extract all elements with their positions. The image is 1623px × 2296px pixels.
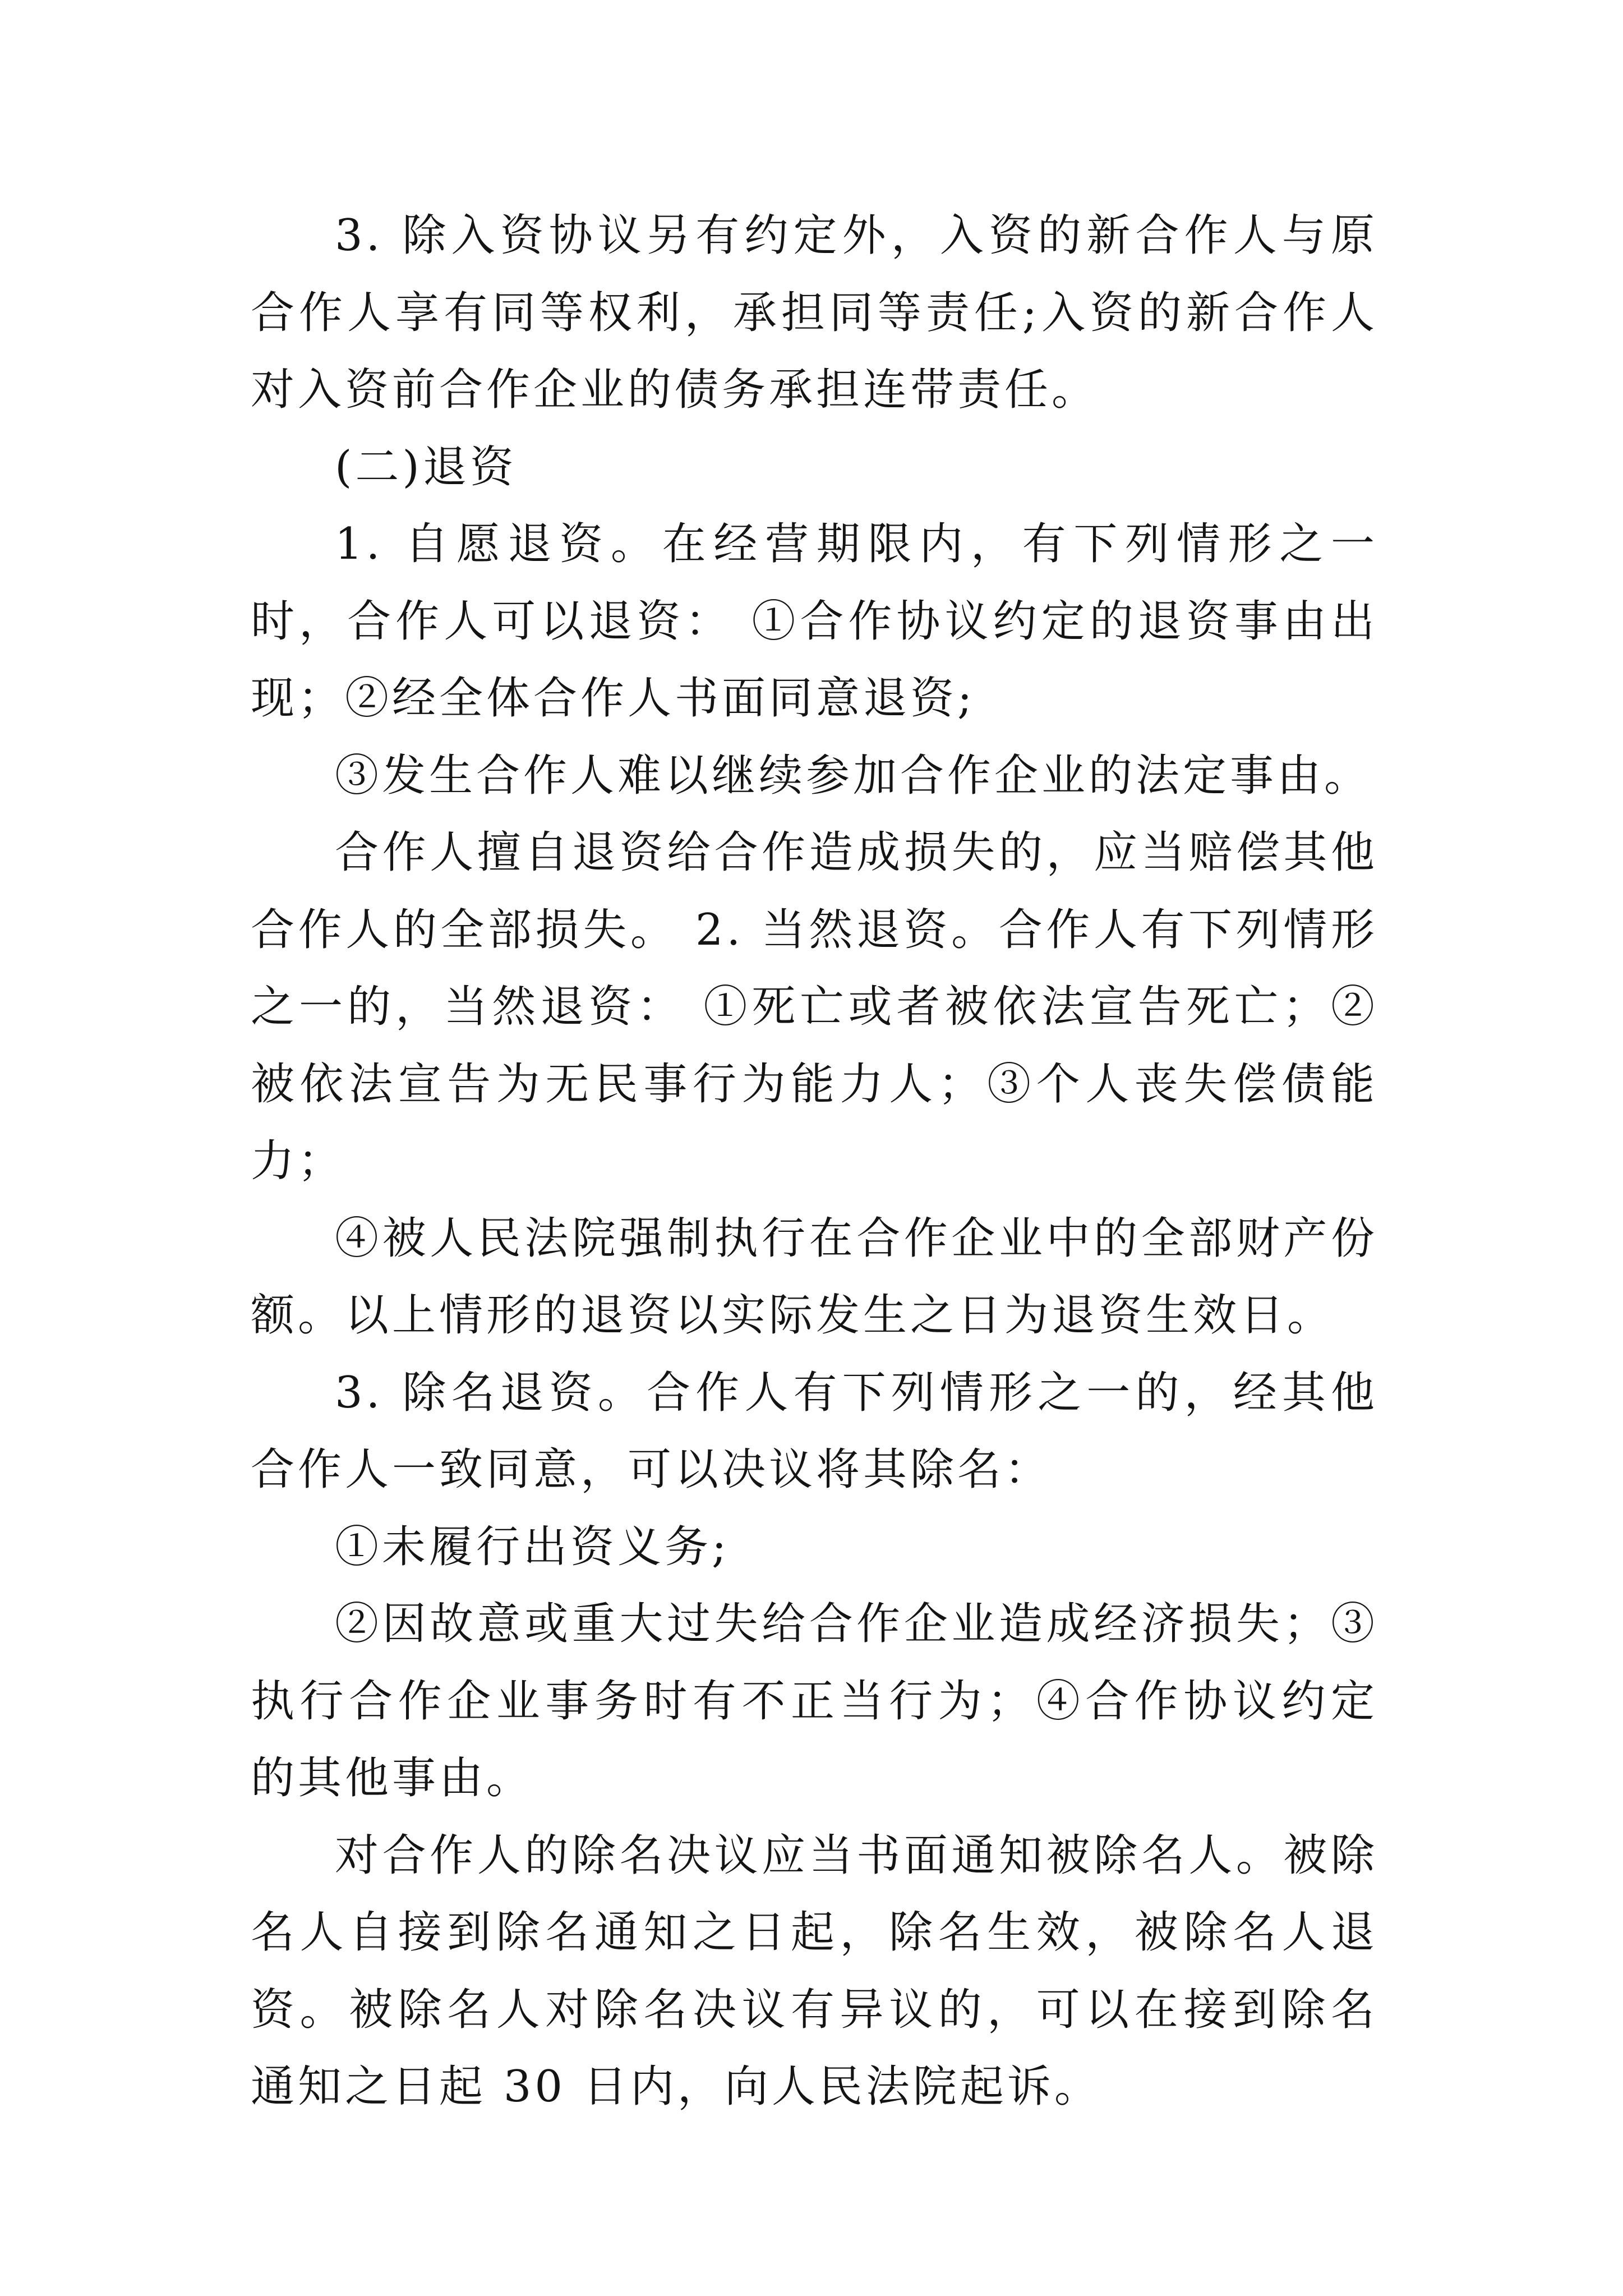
paragraph-voluntary-withdrawal: 1. 自愿退资。在经营期限内，有下列情形之一时，合作人可以退资： ①合作协议约定的退资事由出现；②经全体合作人书面同意退资;: [251, 519, 1378, 724]
paragraph-admission-rights: 3. 除入资协议另有约定外，入资的新合作人与原合作人享有同等权利，承担同等责任;入资的新合作人对入资前合作企业的债务承担连带责任。: [251, 210, 1378, 415]
paragraph-expulsion-items-2-4: ②因故意或重大过失给合作企业造成经济损失；③执行合作企业事务时有不正当行为；④合作协议约定的其他事由。: [251, 1599, 1378, 1803]
paragraph-expulsion-item-1: ①未履行出资义务;: [335, 1521, 730, 1572]
document-body: [251, 197, 1378, 2126]
paragraph-expulsion: 3. 除名退资。合作人有下列情形之一的，经其他合作人一致同意，可以决议将其除名：: [251, 1367, 1378, 1495]
paragraph-natural-withdrawal: 合作人擅自退资给合作造成损失的，应当赔偿其他合作人的全部损失。 2. 当然退资。合作人有下列情形之一的，当然退资： ①死亡或者被依法宣告死亡；②被依法宣告为无民事行为能力人；③个人丧失偿债能力；: [251, 827, 1378, 1186]
section-heading-withdrawal: (二)退资: [335, 441, 517, 493]
paragraph-expulsion-notice: 对合作人的除名决议应当书面通知被除名人。被除名人自接到除名通知之日起，除名生效，被除名人退资。被除名人对除名决议有异议的，可以在接到除名通知之日起 30 日内，向人民法院起诉。: [251, 1830, 1378, 2112]
paragraph-voluntary-withdrawal-item-3: ③发生合作人难以继续参加合作企业的法定事由。: [335, 750, 1372, 801]
paragraph-natural-withdrawal-item-4: ④被人民法院强制执行在合作企业中的全部财产份额。以上情形的退资以实际发生之日为退资生效日。: [251, 1213, 1378, 1341]
